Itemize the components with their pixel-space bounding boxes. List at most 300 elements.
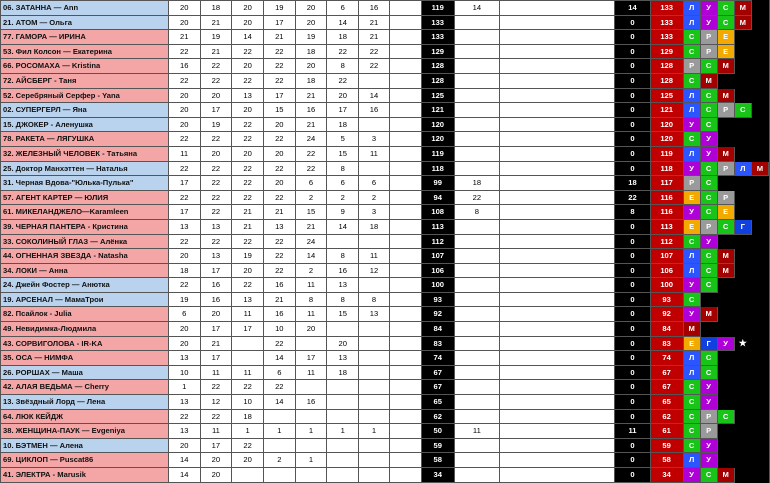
participant-name: 10. БЭТМЕН — Алена: [1, 438, 169, 453]
empty-badge: [734, 44, 751, 59]
score-cell: 20: [263, 117, 295, 132]
filler: [769, 249, 770, 264]
total-score: 108: [421, 205, 454, 220]
filler: [769, 205, 770, 220]
badge: У: [700, 438, 717, 453]
bonus-cell: [454, 322, 499, 337]
grand-total: 129: [650, 44, 683, 59]
score-cell: 11: [232, 365, 264, 380]
score-cell: 1: [327, 424, 359, 439]
score-cell: 20: [295, 1, 327, 16]
score-cell: 5: [327, 132, 359, 147]
score-cell: 3: [359, 132, 390, 147]
total-score: 120: [421, 117, 454, 132]
bonus-cell: [454, 73, 499, 88]
total-score: 74: [421, 351, 454, 366]
score-cell: 22: [327, 73, 359, 88]
bonus-cell: [454, 292, 499, 307]
empty-cell: [500, 336, 615, 351]
empty-cell: [500, 88, 615, 103]
score-cell: 13: [232, 88, 264, 103]
participant-name: 38. ЖЕНЩИНА-ПАУК — Evgeniya: [1, 424, 169, 439]
score-cell: 10: [232, 395, 264, 410]
badge: С: [700, 88, 717, 103]
score-cell: 11: [295, 278, 327, 293]
badge: Р: [700, 409, 717, 424]
table-row: [1, 336, 770, 351]
score-cell: 10: [168, 365, 200, 380]
filler: [769, 161, 770, 176]
badge: Р: [700, 219, 717, 234]
score-cell: [295, 409, 327, 424]
total-score: 128: [421, 59, 454, 74]
empty-cell: [500, 307, 615, 322]
empty-cell: [389, 190, 421, 205]
empty-badge: [717, 438, 734, 453]
empty-cell: [500, 44, 615, 59]
score-cell: 21: [359, 30, 390, 45]
badge: М: [717, 146, 734, 161]
score-cell: 22: [232, 117, 264, 132]
score-cell: 22: [232, 278, 264, 293]
score-cell: 17: [200, 351, 232, 366]
score-cell: [232, 336, 264, 351]
badge: С: [683, 30, 700, 45]
score-cell: 20: [263, 176, 295, 191]
empty-badge: [717, 307, 734, 322]
empty-badge: [734, 59, 751, 74]
score-cell: 16: [359, 1, 390, 16]
score-cell: 11: [295, 365, 327, 380]
filler: [769, 322, 770, 337]
badge: С: [717, 15, 734, 30]
table-row: [1, 263, 770, 278]
empty-badge: [734, 249, 751, 264]
score-cell: 22: [168, 132, 200, 147]
score-cell: 13: [168, 395, 200, 410]
participant-name: 42. АЛАЯ ВЕДЬМА — Cherry: [1, 380, 169, 395]
score-cell: 22: [295, 161, 327, 176]
empty-badge: [717, 234, 734, 249]
score-cell: 13: [200, 219, 232, 234]
score-cell: 20: [168, 438, 200, 453]
score-cell: 17: [295, 351, 327, 366]
badge: С: [683, 438, 700, 453]
empty-badge: [734, 278, 751, 293]
empty-cell: [389, 132, 421, 147]
score-cell: 20: [200, 146, 232, 161]
score-cell: 15: [263, 103, 295, 118]
score-cell: 13: [168, 219, 200, 234]
score-cell: 22: [295, 146, 327, 161]
table-row: [1, 468, 770, 483]
filler: [769, 44, 770, 59]
table-row: [1, 73, 770, 88]
score-cell: 20: [168, 103, 200, 118]
empty-badge: [751, 117, 768, 132]
grand-total: 93: [650, 292, 683, 307]
empty-badge: [700, 292, 717, 307]
empty-badge: [734, 468, 751, 483]
badge: М: [683, 322, 700, 337]
empty-badge: [751, 44, 768, 59]
empty-badge: [700, 322, 717, 337]
score-cell: 22: [200, 409, 232, 424]
score-cell: 17: [200, 103, 232, 118]
score-cell: 8: [327, 161, 359, 176]
score-cell: [359, 117, 390, 132]
bonus-count: 0: [615, 15, 650, 30]
empty-badge: [734, 365, 751, 380]
score-cell: 22: [168, 161, 200, 176]
score-cell: 14: [232, 30, 264, 45]
bonus-cell: [454, 278, 499, 293]
grand-total: 100: [650, 278, 683, 293]
empty-cell: [500, 365, 615, 380]
score-cell: 19: [232, 249, 264, 264]
score-cell: [327, 322, 359, 337]
bonus-cell: [454, 30, 499, 45]
score-cell: 20: [168, 336, 200, 351]
bonus-cell: [454, 15, 499, 30]
grand-total: 119: [650, 146, 683, 161]
score-cell: 22: [232, 190, 264, 205]
empty-badge: [734, 132, 751, 147]
filler: [769, 424, 770, 439]
score-cell: [295, 336, 327, 351]
score-cell: 19: [263, 1, 295, 16]
badge: С: [700, 351, 717, 366]
score-cell: 22: [200, 73, 232, 88]
empty-badge: [751, 263, 768, 278]
badge: Е: [717, 44, 734, 59]
score-cell: 11: [168, 146, 200, 161]
table-row: [1, 161, 770, 176]
bonus-cell: 8: [454, 205, 499, 220]
filler: [769, 176, 770, 191]
score-cell: 17: [168, 176, 200, 191]
bonus-cell: [454, 438, 499, 453]
table-row: [1, 219, 770, 234]
empty-badge: [734, 30, 751, 45]
filler: [769, 395, 770, 410]
participant-name: 26. РОРШАХ — Маша: [1, 365, 169, 380]
badge: У: [717, 336, 734, 351]
score-cell: 18: [232, 409, 264, 424]
grand-total: 106: [650, 263, 683, 278]
badge: С: [700, 205, 717, 220]
table-row: [1, 438, 770, 453]
empty-badge: [734, 88, 751, 103]
score-cell: 16: [327, 263, 359, 278]
empty-cell: [389, 292, 421, 307]
empty-cell: [389, 73, 421, 88]
bonus-count: 0: [615, 249, 650, 264]
bonus-count: 0: [615, 438, 650, 453]
empty-badge: [734, 73, 751, 88]
score-cell: 1: [295, 453, 327, 468]
bonus-cell: [454, 88, 499, 103]
score-cell: 13: [359, 307, 390, 322]
badge: У: [683, 161, 700, 176]
badge: С: [683, 132, 700, 147]
participant-name: 34. ЛОКИ — Анна: [1, 263, 169, 278]
score-cell: 22: [200, 190, 232, 205]
score-cell: 20: [232, 263, 264, 278]
bonus-cell: [454, 146, 499, 161]
bonus-cell: 18: [454, 176, 499, 191]
empty-badge: [734, 117, 751, 132]
table-row: [1, 190, 770, 205]
grand-total: 74: [650, 351, 683, 366]
score-cell: 2: [295, 190, 327, 205]
score-cell: 24: [295, 132, 327, 147]
badge: У: [683, 468, 700, 483]
score-cell: 22: [263, 234, 295, 249]
score-cell: 20: [200, 468, 232, 483]
table-row: [1, 278, 770, 293]
score-cell: 22: [168, 409, 200, 424]
badge: С: [717, 409, 734, 424]
score-cell: 20: [168, 322, 200, 337]
empty-cell: [389, 365, 421, 380]
empty-badge: [717, 132, 734, 147]
score-cell: 14: [263, 395, 295, 410]
score-cell: [295, 380, 327, 395]
badge: Р: [700, 44, 717, 59]
badge: С: [717, 219, 734, 234]
empty-cell: [389, 409, 421, 424]
score-cell: 6: [327, 176, 359, 191]
score-cell: [359, 409, 390, 424]
score-cell: 22: [232, 438, 264, 453]
score-cell: [263, 409, 295, 424]
total-score: 133: [421, 30, 454, 45]
score-cell: [359, 322, 390, 337]
bonus-cell: [454, 219, 499, 234]
badge: М: [734, 1, 751, 16]
badge: Л: [683, 263, 700, 278]
badge: Л: [683, 1, 700, 16]
bonus-cell: [454, 263, 499, 278]
empty-cell: [500, 438, 615, 453]
participant-name: 13. Звёздный Лорд — Лена: [1, 395, 169, 410]
empty-badge: [751, 336, 768, 351]
badge: Л: [683, 103, 700, 118]
grand-total: 116: [650, 190, 683, 205]
empty-cell: [500, 15, 615, 30]
grand-total: 59: [650, 438, 683, 453]
score-cell: 11: [359, 146, 390, 161]
score-cell: 20: [295, 322, 327, 337]
filler: [769, 278, 770, 293]
score-cell: 2: [295, 263, 327, 278]
score-cell: 20: [200, 307, 232, 322]
empty-cell: [500, 322, 615, 337]
total-score: 84: [421, 322, 454, 337]
score-cell: 1: [359, 424, 390, 439]
empty-badge: [751, 322, 768, 337]
filler: [769, 219, 770, 234]
total-score: 59: [421, 438, 454, 453]
bonus-cell: [454, 132, 499, 147]
badge: У: [683, 117, 700, 132]
score-cell: 20: [232, 146, 264, 161]
total-score: 119: [421, 146, 454, 161]
score-cell: 22: [359, 44, 390, 59]
score-cell: 8: [327, 292, 359, 307]
empty-cell: [500, 234, 615, 249]
empty-cell: [389, 249, 421, 264]
badge: У: [700, 15, 717, 30]
empty-cell: [389, 453, 421, 468]
badge: М: [717, 249, 734, 264]
total-score: 92: [421, 307, 454, 322]
score-cell: 16: [295, 103, 327, 118]
score-cell: 14: [295, 249, 327, 264]
leaderboard-body: [1, 1, 770, 483]
filler: [769, 263, 770, 278]
empty-badge: [717, 424, 734, 439]
badge: Е: [683, 219, 700, 234]
empty-cell: [389, 336, 421, 351]
score-cell: 22: [200, 205, 232, 220]
score-cell: 13: [200, 249, 232, 264]
grand-total: 67: [650, 365, 683, 380]
bonus-cell: [454, 44, 499, 59]
empty-cell: [389, 59, 421, 74]
empty-cell: [389, 1, 421, 16]
badge: Р: [717, 161, 734, 176]
empty-badge: [717, 395, 734, 410]
score-cell: 14: [327, 15, 359, 30]
badge: У: [700, 453, 717, 468]
score-cell: 17: [263, 15, 295, 30]
grand-total: 116: [650, 205, 683, 220]
empty-badge: [734, 351, 751, 366]
score-cell: 21: [295, 117, 327, 132]
score-cell: [327, 468, 359, 483]
empty-cell: [389, 88, 421, 103]
score-cell: 11: [359, 249, 390, 264]
score-cell: 20: [263, 146, 295, 161]
total-score: 112: [421, 234, 454, 249]
filler: [769, 59, 770, 74]
grand-total: 58: [650, 453, 683, 468]
empty-badge: [751, 380, 768, 395]
badge: Е: [683, 336, 700, 351]
badge: С: [683, 234, 700, 249]
empty-badge: [751, 468, 768, 483]
empty-badge: [734, 205, 751, 220]
score-cell: 9: [327, 205, 359, 220]
empty-cell: [500, 176, 615, 191]
score-cell: [359, 336, 390, 351]
score-cell: 6: [327, 1, 359, 16]
badge: Л: [683, 453, 700, 468]
empty-cell: [389, 234, 421, 249]
score-cell: 16: [168, 59, 200, 74]
total-score: 129: [421, 44, 454, 59]
participant-name: 66. РОСОМАХА — Kristina: [1, 59, 169, 74]
grand-total: 121: [650, 103, 683, 118]
score-cell: 20: [295, 59, 327, 74]
empty-badge: [717, 453, 734, 468]
score-cell: 6: [359, 176, 390, 191]
bonus-count: 0: [615, 292, 650, 307]
table-row: [1, 205, 770, 220]
participant-name: 39. ЧЕРНАЯ ПАНТЕРА - Кристина: [1, 219, 169, 234]
score-cell: 6: [168, 307, 200, 322]
empty-badge: [717, 73, 734, 88]
bonus-count: 0: [615, 336, 650, 351]
score-cell: 19: [200, 117, 232, 132]
score-cell: 22: [232, 380, 264, 395]
badge: У: [683, 205, 700, 220]
score-cell: 22: [168, 73, 200, 88]
total-score: 67: [421, 365, 454, 380]
participant-name: 53. Фил Колсон — Екатерина: [1, 44, 169, 59]
bonus-cell: [454, 395, 499, 410]
table-row: [1, 395, 770, 410]
badge: Р: [717, 103, 734, 118]
participant-name: 64. ЛЮК КЕЙДЖ: [1, 409, 169, 424]
score-cell: 20: [232, 59, 264, 74]
badge: Р: [683, 176, 700, 191]
bonus-cell: [454, 365, 499, 380]
score-cell: 13: [168, 351, 200, 366]
total-score: 133: [421, 15, 454, 30]
badge: М: [700, 307, 717, 322]
grand-total: 128: [650, 59, 683, 74]
bonus-count: 18: [615, 176, 650, 191]
bonus-count: 0: [615, 146, 650, 161]
badge: Л: [683, 365, 700, 380]
empty-cell: [389, 15, 421, 30]
participant-name: 52. Серебряный Серфер - Yana: [1, 88, 169, 103]
score-cell: 22: [263, 161, 295, 176]
empty-cell: [389, 161, 421, 176]
participant-name: 06. ЗАТАННА — Ann: [1, 1, 169, 16]
score-cell: 20: [200, 88, 232, 103]
bonus-count: 0: [615, 365, 650, 380]
score-cell: [232, 351, 264, 366]
score-cell: 22: [168, 44, 200, 59]
total-score: 50: [421, 424, 454, 439]
score-cell: 22: [263, 249, 295, 264]
filler: [769, 30, 770, 45]
badge: Р: [683, 59, 700, 74]
empty-badge: [717, 176, 734, 191]
score-cell: 21: [232, 205, 264, 220]
bonus-cell: [454, 409, 499, 424]
empty-cell: [389, 322, 421, 337]
score-cell: 14: [168, 453, 200, 468]
badge: У: [700, 1, 717, 16]
score-cell: 15: [327, 146, 359, 161]
empty-cell: [500, 30, 615, 45]
total-score: 106: [421, 263, 454, 278]
empty-cell: [500, 146, 615, 161]
badge: С: [717, 1, 734, 16]
grand-total: 67: [650, 380, 683, 395]
score-cell: 11: [295, 307, 327, 322]
empty-badge: [751, 73, 768, 88]
table-row: [1, 307, 770, 322]
score-cell: 15: [327, 307, 359, 322]
badge: Р: [717, 190, 734, 205]
participant-name: 82. Псайлок - Julia: [1, 307, 169, 322]
